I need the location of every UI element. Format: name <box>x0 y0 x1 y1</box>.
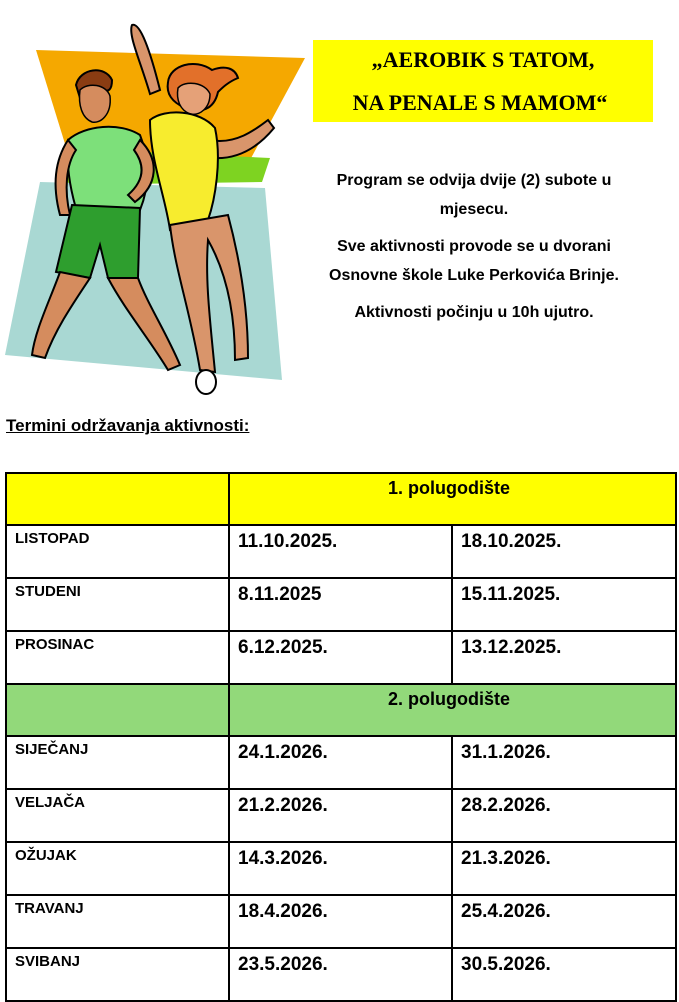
girl-shoe-left <box>196 370 216 394</box>
table-row <box>6 525 676 578</box>
semester-1-blank-cell <box>6 473 229 525</box>
girl-face <box>178 83 211 114</box>
date-cell: 14.3.2026. <box>229 842 452 895</box>
info-location <box>300 232 648 290</box>
table-row <box>6 736 676 789</box>
date-cell: 21.2.2026. <box>229 789 452 842</box>
month-cell: SVIBANJ <box>6 948 229 1001</box>
date-cell: 8.11.2025 <box>229 578 452 631</box>
title-line-1: „AEROBIK S TATOM, <box>371 47 595 72</box>
info-location-line-2: Osnovne škole Luke Perkovića Brinje. <box>329 267 619 284</box>
semester-1-header <box>6 473 676 525</box>
date-cell: 30.5.2026. <box>452 948 676 1001</box>
semester-1-title: 1. polugodište <box>229 473 676 525</box>
date-cell: 28.2.2026. <box>452 789 676 842</box>
semester-2-title: 2. polugodište <box>229 684 676 736</box>
table-row <box>6 895 676 948</box>
boy-face <box>80 85 111 122</box>
schedule-table <box>5 472 677 1002</box>
month-cell: LISTOPAD <box>6 525 229 578</box>
semester-2-header <box>6 684 676 736</box>
date-cell: 13.12.2025. <box>452 631 676 684</box>
date-cell: 18.4.2026. <box>229 895 452 948</box>
date-cell: 18.10.2025. <box>452 525 676 578</box>
month-cell: TRAVANJ <box>6 895 229 948</box>
title-banner <box>313 40 653 122</box>
info-schedule-line-1: Program se odvija dvije (2) subote u <box>336 172 612 189</box>
date-cell: 11.10.2025. <box>229 525 452 578</box>
aerobics-dancers-clipart <box>0 10 310 395</box>
table-row <box>6 578 676 631</box>
date-cell: 24.1.2026. <box>229 736 452 789</box>
date-cell: 25.4.2026. <box>452 895 676 948</box>
month-cell: STUDENI <box>6 578 229 631</box>
table-row <box>6 948 676 1001</box>
table-row <box>6 789 676 842</box>
date-cell: 15.11.2025. <box>452 578 676 631</box>
schedule-heading: Termini održavanja aktivnosti: <box>6 416 250 435</box>
table-row <box>6 631 676 684</box>
title-line-2: NA PENALE S MAMOM“ <box>352 90 608 115</box>
date-cell: 23.5.2026. <box>229 948 452 1001</box>
month-cell: PROSINAC <box>6 631 229 684</box>
info-schedule <box>300 166 648 224</box>
table-row <box>6 842 676 895</box>
month-cell: VELJAČA <box>6 789 229 842</box>
date-cell: 6.12.2025. <box>229 631 452 684</box>
info-location-line-1: Sve aktivnosti provode se u dvorani <box>337 238 611 255</box>
date-cell: 31.1.2026. <box>452 736 676 789</box>
date-cell: 21.3.2026. <box>452 842 676 895</box>
month-cell: SIJEČANJ <box>6 736 229 789</box>
info-start-time: Aktivnosti počinju u 10h ujutro. <box>354 304 594 321</box>
month-cell: OŽUJAK <box>6 842 229 895</box>
info-schedule-line-2: mjesecu. <box>439 201 509 218</box>
semester-2-blank-cell <box>6 684 229 736</box>
